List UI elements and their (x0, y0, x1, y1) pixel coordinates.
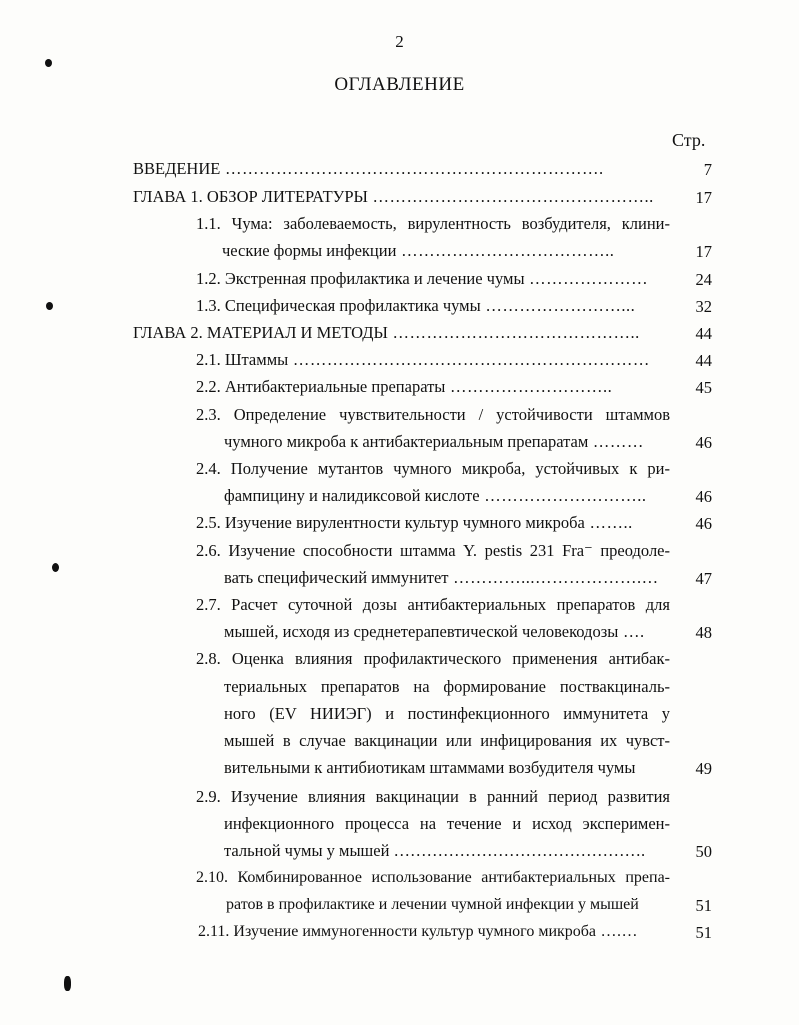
toc-entry-2-1[interactable] (196, 346, 670, 374)
toc-entry-label: ГЛАВА 1. ОБЗОР ЛИТЕРАТУРЫ (133, 187, 368, 206)
toc-leader-dots: ……………………….. (445, 377, 613, 396)
toc-entry-1-1-cont[interactable] (222, 237, 670, 265)
toc-entry-1-2[interactable] (196, 265, 670, 293)
toc-leader-dots: …………………………………….. (387, 323, 640, 342)
toc-entry-2-4-cont[interactable] (224, 482, 670, 510)
toc-entry-line: мышей, исходя из среднетерапевтической человекодозы (224, 622, 619, 641)
toc-entry-2-10[interactable] (196, 864, 670, 892)
toc-entry-2-2[interactable] (196, 373, 670, 401)
toc-entry-line: 2.6. Изучение способности штамма Y. pestis 231 Fra⁻ преодоле- (196, 541, 670, 560)
toc-entry-2-5[interactable] (196, 509, 670, 537)
toc-entry-2-10-cont[interactable] (226, 891, 670, 919)
toc-leader-dots: ….… (596, 923, 639, 940)
toc-entry-2-8-cont[interactable] (224, 673, 670, 701)
toc-entry-line: чумного микроба к антибактериальным препаратам (224, 432, 589, 451)
toc-entry-2-4[interactable] (196, 455, 670, 483)
toc-entry-line: 1.1. Чума: заболеваемость, вирулентность возбудителя, клини- (196, 214, 670, 233)
toc-entry-line: мышей в случае вакцинации или инфицирования их чувст- (224, 731, 670, 750)
scan-mark (45, 59, 52, 67)
toc-entry-2-8-cont[interactable] (224, 700, 670, 728)
toc-entry-1-1[interactable] (196, 210, 670, 238)
toc-entry-line: 2.7. Расчет суточной дозы антибактериальных препаратов для (196, 595, 670, 614)
toc-entry-2-3[interactable] (196, 401, 670, 429)
toc-entry-2-8-cont[interactable] (224, 754, 670, 782)
scan-mark (64, 976, 71, 991)
toc-entry-label: 1.3. Специфическая профилактика чумы (196, 296, 481, 315)
toc-leader-dots: …….. (584, 513, 633, 532)
toc-entry-introduction[interactable] (133, 155, 668, 183)
toc-leader-dots: …. (618, 622, 645, 641)
page-title: ОГЛАВЛЕНИЕ (334, 74, 465, 95)
toc-entry-2-3-cont[interactable] (224, 428, 670, 456)
toc-leader-dots: ……………………….. (479, 486, 647, 505)
toc-entry-2-9[interactable] (196, 783, 670, 811)
toc-page-number: 51 (695, 896, 712, 915)
toc-entry-line: ратов в профилактике и лечении чумной инфекции у мышей (226, 896, 639, 913)
toc-leader-dots: ……………………... (480, 296, 636, 315)
toc-page-number: 24 (695, 270, 712, 289)
toc-page-number: 46 (695, 487, 712, 506)
toc-entry-line: фампицину и налидиксовой кислоте (224, 486, 480, 505)
toc-entry-chapter-1[interactable] (133, 183, 668, 211)
toc-entry-2-9-cont[interactable] (224, 810, 670, 838)
toc-page-number: 49 (695, 759, 712, 778)
toc-entry-2-6[interactable] (196, 537, 670, 565)
toc-leader-dots: ………………………………………….. (367, 187, 654, 206)
toc-entry-line: 2.9. Изучение влияния вакцинации в ранний период развития (196, 787, 670, 806)
toc-page-number: 17 (695, 188, 712, 207)
scan-mark (52, 563, 59, 572)
toc-entry-label: 2.5. Изучение вирулентности культур чумного микроба (196, 513, 585, 532)
toc-entry-line: 2.4. Получение мутантов чумного микроба, устойчивых к ри- (196, 459, 670, 478)
toc-entry-line: 2.8. Оценка влияния профилактического применения антибак- (196, 649, 670, 668)
toc-entry-2-11[interactable] (198, 918, 670, 946)
toc-entry-line: ческие формы инфекции (222, 241, 397, 260)
toc-page-number: 50 (695, 842, 712, 861)
toc-page-number: 48 (695, 623, 712, 642)
toc-entry-2-9-cont[interactable] (224, 837, 670, 865)
toc-leader-dots: ………………… (524, 269, 649, 288)
toc-entry-line: вительными к антибиотикам штаммами возбудителя чумы (224, 758, 636, 777)
toc-entry-label: 1.2. Экстренная профилактика и лечение чумы (196, 269, 525, 288)
toc-entry-label: 2.2. Антибактериальные препараты (196, 377, 446, 396)
toc-leader-dots: ……………………………….. (396, 241, 615, 260)
toc-entry-1-3[interactable] (196, 292, 670, 320)
toc-entry-chapter-2[interactable] (133, 319, 668, 347)
toc-entry-line: 2.3. Определение чувствительности / устойчивости штаммов (196, 405, 670, 424)
toc-entry-line: вать специфический иммунитет (224, 568, 449, 587)
toc-page-number: 51 (695, 923, 712, 942)
page-number: 2 (395, 32, 404, 51)
toc-entry-2-8-cont[interactable] (224, 727, 670, 755)
toc-page-number: 44 (695, 324, 712, 343)
toc-page-number: 46 (695, 514, 712, 533)
toc-leader-dots: …………...……………….… (448, 568, 659, 587)
toc-entry-label: ГЛАВА 2. МАТЕРИАЛ И МЕТОДЫ (133, 323, 388, 342)
toc-entry-2-6-cont[interactable] (224, 564, 670, 592)
toc-page-number: 44 (695, 351, 712, 370)
toc-entry-2-7-cont[interactable] (224, 618, 670, 646)
toc-leader-dots: …………………………………………………………. (220, 159, 604, 178)
toc-page-number: 32 (695, 297, 712, 316)
toc-entry-label: ВВЕДЕНИЕ (133, 159, 221, 178)
toc-entry-line: тальной чумы у мышей ………………………………………. (224, 841, 646, 860)
toc-entry-2-8[interactable] (196, 645, 670, 673)
toc-entry-2-7[interactable] (196, 591, 670, 619)
toc-page-number: 47 (695, 569, 712, 588)
toc-entry-line: инфекционного процесса на течение и исход эксперимен- (224, 814, 670, 833)
toc-entry-line: 2.10. Комбинированное использование антибактериальных препа- (196, 869, 670, 886)
toc-page-number: 45 (695, 378, 712, 397)
toc-page-number: 17 (695, 242, 712, 261)
page-column-header: Стр. (672, 130, 706, 150)
toc-entry-line: териальных препаратов на формирование поствакциналь- (224, 677, 670, 696)
toc-leader-dots: ……………………………………………………… (288, 350, 650, 369)
toc-entry-label: 2.1. Штаммы (196, 350, 289, 369)
toc-entry-line: ного (EV НИИЭГ) и постинфекционного иммунитета у (224, 704, 670, 723)
toc-page-number: 7 (703, 160, 712, 179)
toc-entry-label: 2.11. Изучение иммуногенности культур чумного микроба (198, 923, 597, 940)
scan-mark (46, 302, 53, 310)
toc-page-number: 46 (695, 433, 712, 452)
toc-leader-dots: ……… (588, 432, 644, 451)
